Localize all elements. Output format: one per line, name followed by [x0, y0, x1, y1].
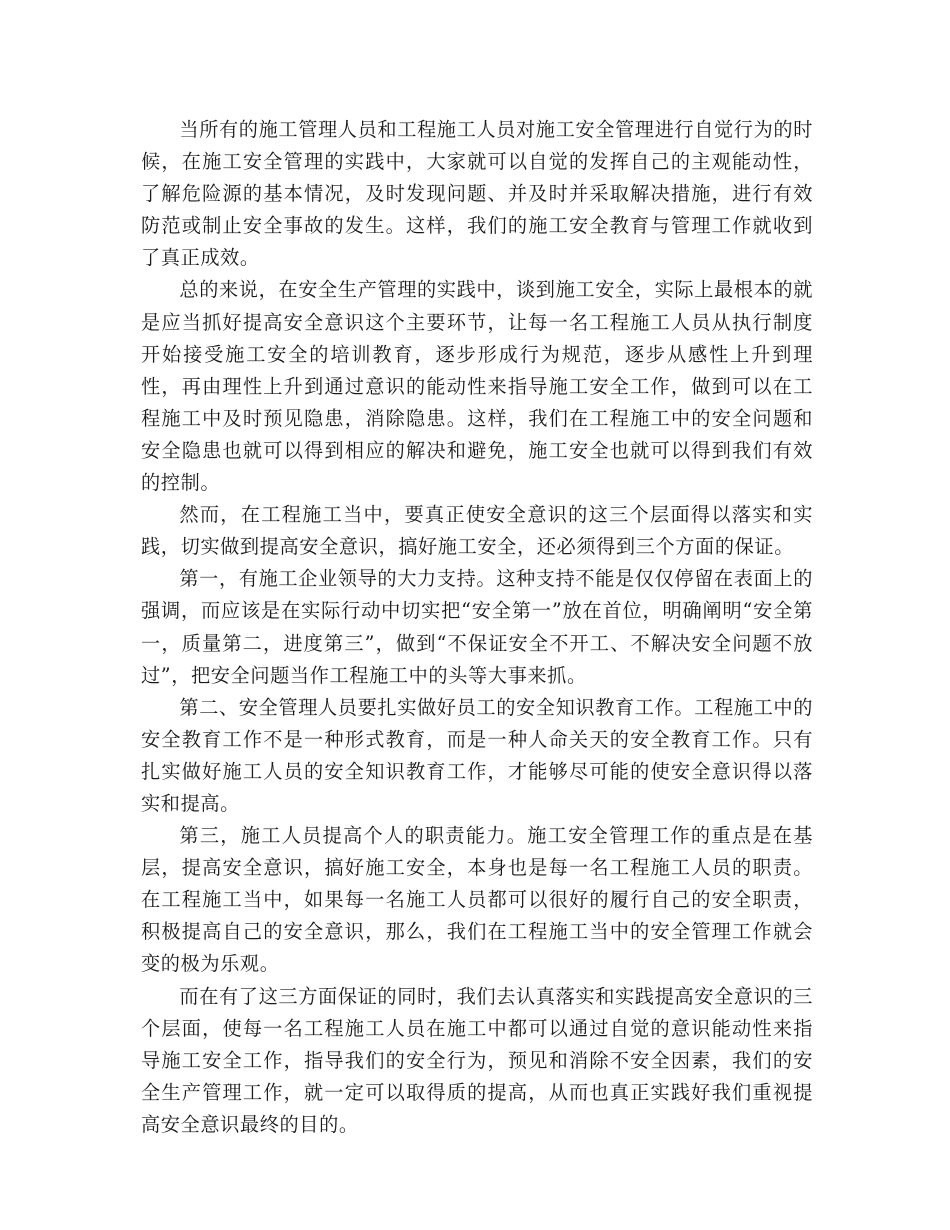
paragraph-6: 第三，施工人员提高个人的职责能力。施工安全管理工作的重点是在基层，提高安全意识，搞好施工安全，本身也是每一名工程施工人员的职责。在工程施工当中，如果每一名施工人员都可以很好的履行自己的安全职责，积极提高自己的安全意识，那么，我们在工程施工当中的安全管理工作就会变的极为乐观。: [141, 824, 813, 976]
paragraph-3: 然而，在工程施工当中，要真正使安全意识的这三个层面得以落实和实践，切实做到提高安全意识，搞好施工安全，还必须得到三个方面的保证。: [141, 503, 813, 559]
paragraph-7: 而在有了这三方面保证的同时，我们去认真落实和实践提高安全意识的三个层面，使每一名工程施工人员在施工中都可以通过自觉的意识能动性来指导施工安全工作，指导我们的安全行为，预见和消除不安全因素，我们的安全生产管理工作，就一定可以取得质的提高，从而也真正实践好我们重视提高安全意识最终的目的。: [141, 984, 813, 1136]
paragraph-2: 总的来说，在安全生产管理的实践中，谈到施工安全，实际上最根本的就是应当抓好提高安全意识这个主要环节，让每一名工程施工人员从执行制度开始接受施工安全的培训教育，逐步形成行为规范，逐步从感性上升到理性，再由理性上升到通过意识的能动性来指导施工安全工作，做到可以在工程施工中及时预见隐患，消除隐患。这样，我们在工程施工中的安全问题和安全隐患也就可以得到相应的解决和避免，施工安全也就可以得到我们有效的控制。: [141, 278, 813, 495]
paragraph-1: 当所有的施工管理人员和工程施工人员对施工安全管理进行自觉行为的时候，在施工安全管理的实践中，大家就可以自觉的发挥自己的主观能动性，了解危险源的基本情况，及时发现问题、并及时并采取解决措施，进行有效防范或制止安全事故的发生。这样，我们的施工安全教育与管理工作就收到了真正成效。: [141, 118, 813, 270]
document-body: [141, 114, 813, 1141]
paragraph-4: 第一，有施工企业领导的大力支持。这种支持不能是仅仅停留在表面上的强调，而应该是在实际行动中切实把“安全第一”放在首位，明确阐明“安全第一，质量第二，进度第三”，做到“不保证安全不开工、不解决安全问题不放过”，把安全问题当作工程施工中的头等大事来抓。: [141, 567, 813, 687]
paragraph-5: 第二、安全管理人员要扎实做好员工的安全知识教育工作。工程施工中的安全教育工作不是一种形式教育，而是一种人命关天的安全教育工作。只有扎实做好施工人员的安全知识教育工作，才能够尽可能的使安全意识得以落实和提高。: [141, 695, 813, 815]
